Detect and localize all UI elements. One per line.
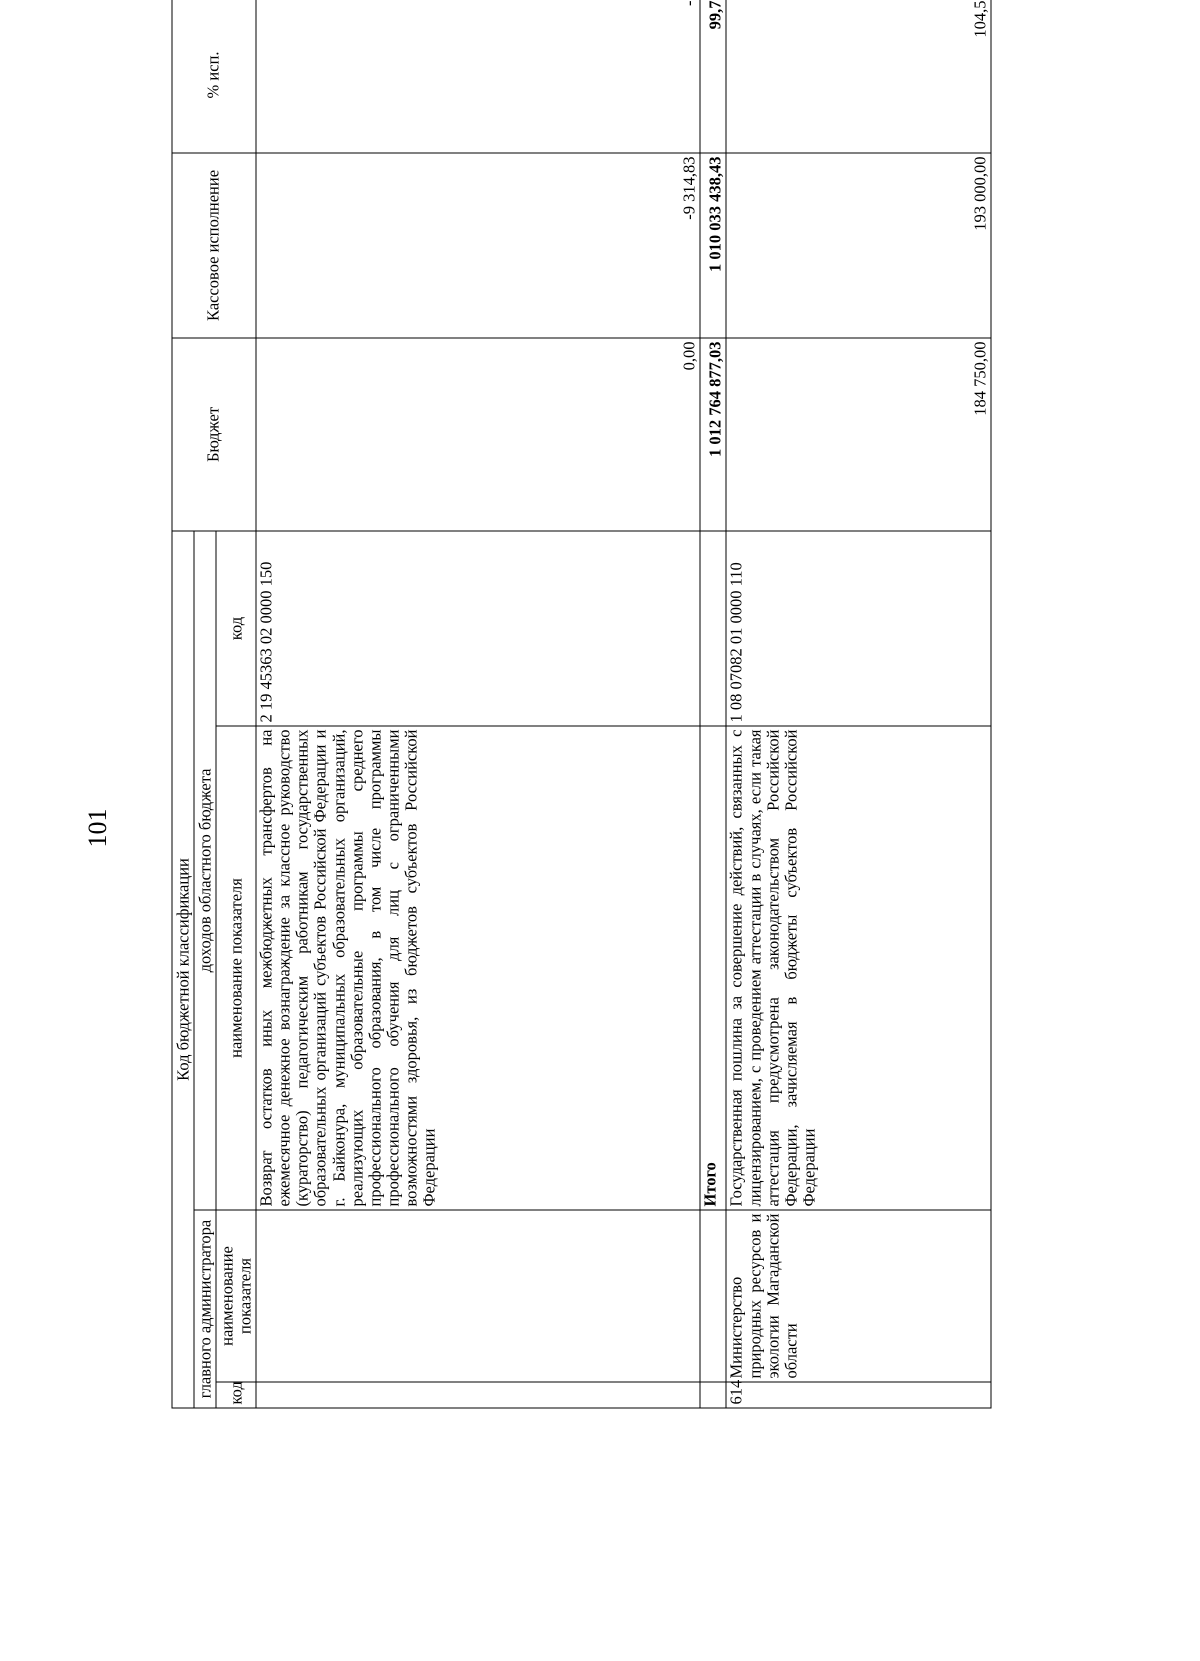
budget-classification-table xyxy=(172,0,992,1409)
header-execution: Кассовое исполнение xyxy=(172,153,256,338)
budget-table-sheet xyxy=(172,0,992,1409)
header-admin: главного администратора xyxy=(194,1210,216,1408)
admin-name-cell xyxy=(256,1210,700,1382)
admin-code-cell xyxy=(700,1382,726,1408)
budget-cell: 184 750,00 xyxy=(726,338,991,531)
admin-code-cell xyxy=(256,1382,700,1408)
execution-cell: 193 000,00 xyxy=(726,153,991,338)
header-percent: % исп. xyxy=(172,0,256,153)
total-execution-cell: 1 010 033 438,43 xyxy=(700,153,726,338)
header-admin-code: код xyxy=(216,1382,256,1408)
header-income-name: наименование показателя xyxy=(216,726,256,1210)
execution-cell: -9 314,83 xyxy=(256,153,700,338)
percent-cell: - xyxy=(256,0,700,153)
header-income: доходов областного бюджета xyxy=(194,531,216,1210)
income-code-cell: 1 08 07082 01 0000 110 xyxy=(726,531,991,726)
admin-name-cell xyxy=(700,1210,726,1382)
header-income-code: код xyxy=(216,531,256,726)
income-code-cell xyxy=(700,531,726,726)
page-number: 101 xyxy=(83,808,112,848)
total-label-cell: Итого xyxy=(700,726,726,1210)
table-row-total xyxy=(700,0,726,1408)
header-budget: Бюджет xyxy=(172,338,256,531)
admin-name-cell: Министерство природных ресурсов и экологии Магаданской области xyxy=(726,1210,991,1382)
income-name-cell: Государственная пошлина за совершение действий, связанных с лицензированием, с проведением аттестации в случаях, если такая аттестация предусмотрена законодательством Российской Федерации, зачисляемая в бюджеты субъектов Российской Федерации xyxy=(726,726,991,1210)
income-name-cell: Возврат остатков иных межбюджетных трансфертов на ежемесячное денежное вознаграждение за классное руководство (кураторство) педагогическим работникам государственных образовательных организаций субъектов Российской Федерации и г. Байконура, муниципальных образовательных организаций, реализующих образовательные программы среднего профессионального образования, в том числе программы профессионального обучения для лиц с ограниченными возможностями здоровья, из бюджетов субъектов Российской Федерации xyxy=(256,726,700,1210)
budget-cell: 0,00 xyxy=(256,338,700,531)
income-code-cell: 2 19 45363 02 0000 150 xyxy=(256,531,700,726)
table-row xyxy=(726,0,991,1408)
percent-cell: 104,5 xyxy=(726,0,991,153)
admin-code-cell: 614 xyxy=(726,1382,991,1408)
total-budget-cell: 1 012 764 877,03 xyxy=(700,338,726,531)
header-admin-name: наименование показателя xyxy=(216,1210,256,1382)
header-classification: Код бюджетной классификации xyxy=(172,531,194,1408)
table-row xyxy=(256,0,700,1408)
total-percent-cell: 99,7 xyxy=(700,0,726,153)
